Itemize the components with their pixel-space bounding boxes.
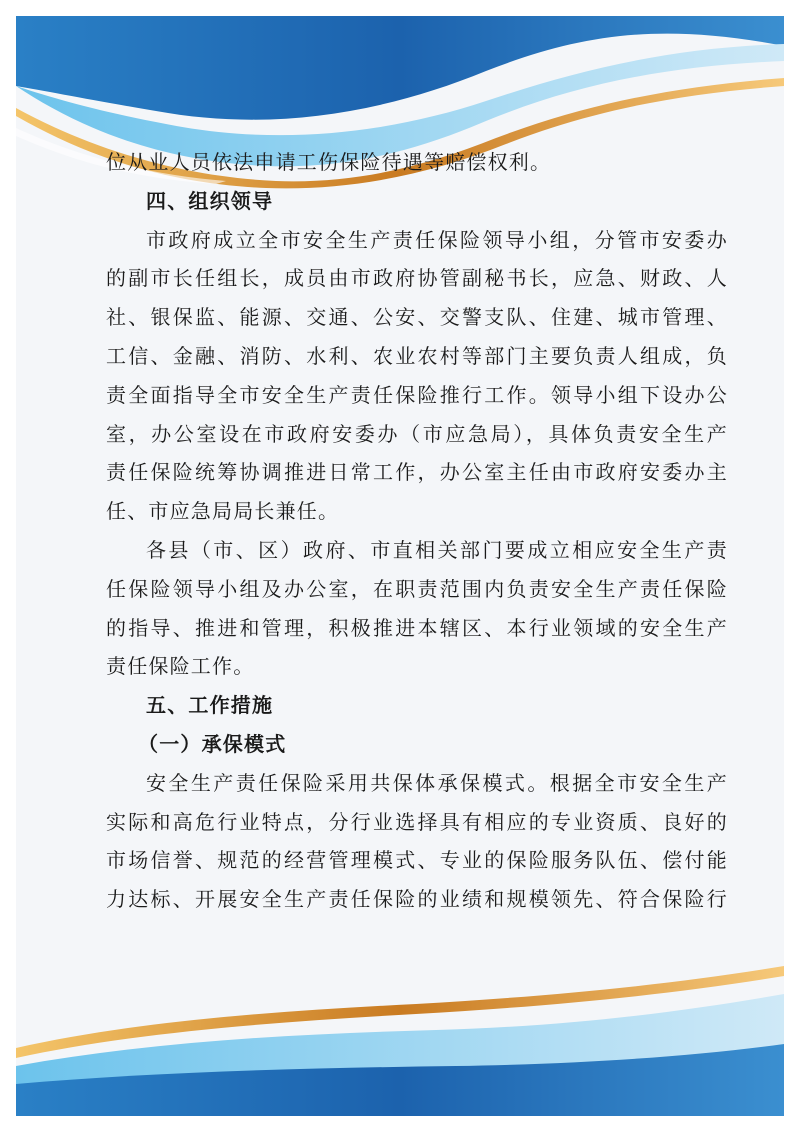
- text-line: 市场信誉、规范的经营管理模式、专业的保险服务队伍、偿付能: [106, 848, 728, 873]
- text-line: 责任保险统筹协调推进日常工作，办公室主任由市政府安委办主: [106, 460, 728, 485]
- text-line: 任、市应急局局长兼任。: [106, 499, 340, 524]
- text-line: 责任保险工作。: [106, 654, 255, 679]
- text-line: 位从业人员依法申请工伤保险待遇等赔偿权利。: [106, 150, 552, 174]
- bottom-wave-decoration: [16, 966, 784, 1116]
- text-line: 室，办公室设在市政府安委办（市应急局），具体负责安全生产: [106, 421, 728, 446]
- section-heading-measures: 五、工作措施: [146, 693, 274, 718]
- subsection-heading-underwriting: （一）承保模式: [138, 731, 287, 756]
- document-page: [16, 16, 784, 1116]
- text-line: 的指导、推进和管理，积极推进本辖区、本行业领域的安全生产: [106, 615, 728, 640]
- text-line: 责全面指导全市安全生产责任保险推行工作。领导小组下设办公: [106, 382, 728, 407]
- text-line: 工信、金融、消防、水利、农业农村等部门主要负责人组成，负: [106, 343, 728, 368]
- text-line: 社、银保监、能源、交通、公安、交警支队、住建、城市管理、: [106, 305, 728, 330]
- text-line: 任保险领导小组及办公室，在职责范围内负责安全生产责任保险: [106, 576, 728, 601]
- section-heading-organization: 四、组织领导: [146, 188, 274, 213]
- text-line: 的副市长任组长，成员由市政府协管副秘书长，应急、财政、人: [106, 266, 728, 291]
- text-line: 实际和高危行业特点，分行业选择具有相应的专业资质、良好的: [106, 809, 728, 834]
- text-line: 力达标、开展安全生产责任保险的业绩和规模领先、符合保险行: [106, 887, 728, 912]
- text-line: 市政府成立全市安全生产责任保险领导小组，分管市安委办: [146, 227, 728, 252]
- document-body: [106, 143, 728, 919]
- text-line: 各县（市、区）政府、市直相关部门要成立相应安全生产责: [146, 537, 728, 562]
- text-line: 安全生产责任保险采用共保体承保模式。根据全市安全生产: [146, 770, 728, 795]
